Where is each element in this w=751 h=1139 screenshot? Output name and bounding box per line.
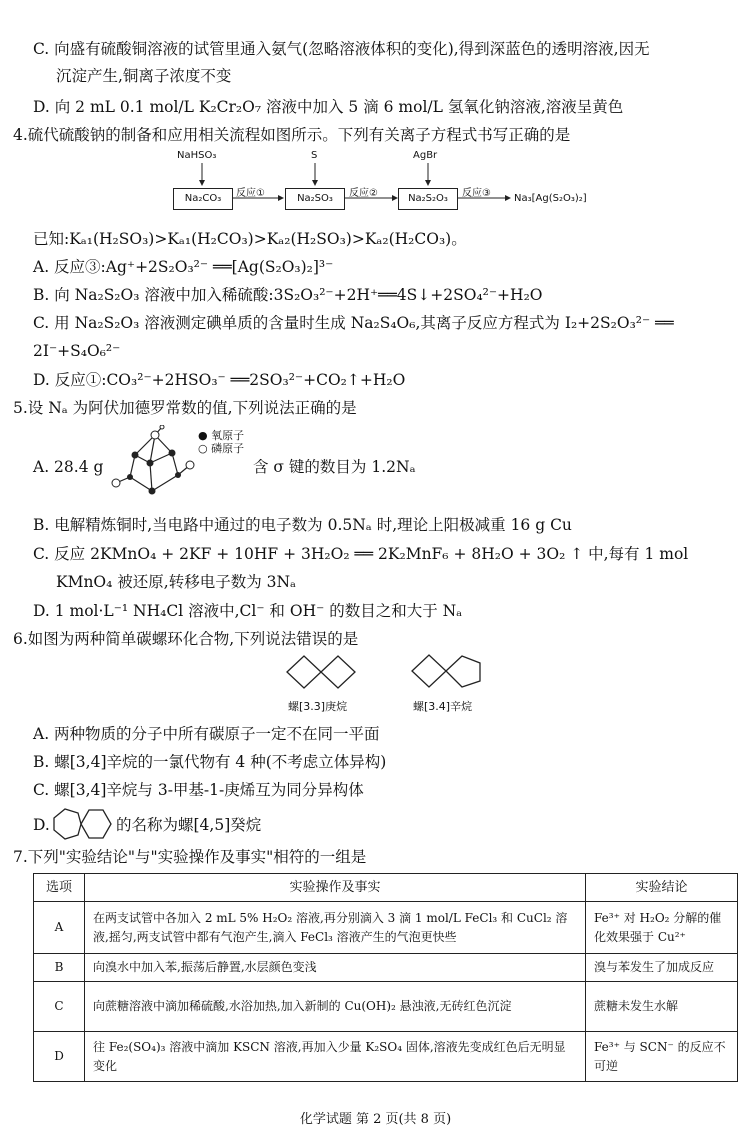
row-operation: 在两支试管中各加入 2 mL 5% H₂O₂ 溶液,再分别滴入 3 滴 1 mol/L FeCl₃ 和 CuCl₂ 溶液,摇匀,两支试管中都有气泡产生,滴入 FeCl₃ 溶液产生的气泡更快些 [85, 902, 586, 954]
spiro-decane-image [51, 806, 117, 842]
q5-option-a-pre: A. 28.4 g [33, 458, 104, 476]
page-footer: 化学试题 第 2 页(共 8 页) [299, 1112, 452, 1127]
table-row [34, 902, 738, 954]
q5-option-c-line1: C. 反应 2KMnO₄ + 2KF + 10HF + 3H₂O₂ ══ 2K₂MnF₆ + 8H₂O + 3O₂ ↑ 中,每有 1 mol [33, 545, 689, 563]
flow-reaction-1: 反应① [236, 188, 265, 199]
header-operation: 实验操作及事实 [85, 874, 586, 902]
header-conclusion: 实验结论 [586, 874, 738, 902]
question-6: 6.如图为两种简单碳螺环化合物,下列说法错误的是 [13, 630, 359, 648]
q4-option-b: B. 向 Na₂S₂O₃ 溶液中加入稀硫酸:3S₂O₃²⁻+2H⁺══4S↓+2SO₄²⁻+H₂O [33, 286, 543, 304]
flow-product: Na₃[Ag(S₂O₃)₂] [514, 193, 587, 204]
flow-reaction-2: 反应② [349, 188, 378, 199]
header-option: 选项 [34, 874, 85, 902]
row-operation: 向溴水中加入苯,振荡后静置,水层颜色变浅 [85, 954, 586, 982]
table-row [34, 982, 738, 1032]
question-7: 7.下列"实验结论"与"实验操作及事实"相符的一组是 [13, 848, 367, 866]
row-option: B [34, 954, 85, 982]
table-header-row [34, 874, 738, 902]
question-5: 5.设 Nₐ 为阿伏加德罗常数的值,下列说法正确的是 [13, 399, 357, 417]
q4-option-c-line2: 2I⁻+S₄O₆²⁻ [33, 342, 121, 360]
spiro-compounds-image [284, 654, 499, 704]
q3-option-c-line1: C. 向盛有硫酸铜溶液的试管里通入氨气(忽略溶液体积的变化),得到深蓝色的透明溶液,因无 [33, 40, 650, 58]
row-option: A [34, 902, 85, 954]
flow-box-1: Na₂CO₃ [173, 188, 233, 210]
question-4: 4.硫代硫酸钠的制备和应用相关流程如图所示。下列有关离子方程式书写正确的是 [13, 126, 571, 144]
q4-known: 已知:Kₐ₁(H₂SO₃)>Kₐ₁(H₂CO₃)>Kₐ₂(H₂SO₃)>Kₐ₂(H₂CO₃)。 [33, 230, 467, 248]
p4o6-molecule-image [110, 425, 200, 505]
q4-option-d: D. 反应①:CO₃²⁻+2HSO₃⁻ ══2SO₃²⁻+CO₂↑+H₂O [33, 371, 406, 389]
spiro-name-2: 螺[3.4]辛烷 [413, 700, 473, 713]
flow-box-2: Na₂SO₃ [285, 188, 345, 210]
q6-option-a: A. 两种物质的分子中所有碳原子一定不在同一平面 [33, 725, 380, 743]
row-conclusion: 蔗糖未发生水解 [586, 982, 738, 1032]
flow-diagram [165, 150, 605, 220]
flow-reagent-2: S [311, 150, 318, 161]
q7-table [33, 873, 738, 1082]
q6-option-b: B. 螺[3,4]辛烷的一氯代物有 4 种(不考虑立体异构) [33, 753, 387, 771]
row-conclusion: 溴与苯发生了加成反应 [586, 954, 738, 982]
table-row [34, 954, 738, 982]
spiro-name-1: 螺[3.3]庚烷 [288, 700, 348, 713]
row-conclusion: Fe³⁺ 与 SCN⁻ 的反应不可逆 [586, 1032, 738, 1082]
legend-oxygen: ● 氧原子 [198, 429, 245, 442]
row-conclusion: Fe³⁺ 对 H₂O₂ 分解的催化效果强于 Cu²⁺ [586, 902, 738, 954]
q5-option-b: B. 电解精炼铜时,当电路中通过的电子数为 0.5Nₐ 时,理论上阳极减重 16 g Cu [33, 516, 572, 534]
q6-option-d-pre: D. [33, 816, 50, 834]
row-option: D [34, 1032, 85, 1082]
legend-phosphorus: ○ 磷原子 [198, 442, 245, 455]
flow-reagent-1: NaHSO₃ [177, 150, 217, 161]
q3-option-d: D. 向 2 mL 0.1 mol/L K₂Cr₂O₇ 溶液中加入 5 滴 6 mol/L 氢氧化钠溶液,溶液呈黄色 [33, 98, 624, 116]
flow-reaction-3: 反应③ [462, 188, 491, 199]
row-operation: 向蔗糖溶液中滴加稀硫酸,水浴加热,加入新制的 Cu(OH)₂ 悬浊液,无砖红色沉淀 [85, 982, 586, 1032]
q4-option-c-line1: C. 用 Na₂S₂O₃ 溶液测定碘单质的含量时生成 Na₂S₄O₆,其离子反应方程式为 I₂+2S₂O₃²⁻ ══ [33, 314, 674, 332]
flow-box-3: Na₂S₂O₃ [398, 188, 458, 210]
q5-option-c-line2: KMnO₄ 被还原,转移电子数为 3Nₐ [56, 573, 297, 591]
q4-option-a: A. 反应③:Ag⁺+2S₂O₃²⁻ ══[Ag(S₂O₃)₂]³⁻ [33, 258, 334, 276]
flow-reagent-3: AgBr [413, 150, 438, 161]
q6-option-d-post: 的名称为螺[4,5]癸烷 [116, 816, 262, 834]
q3-option-c-line2: 沉淀产生,铜离子浓度不变 [56, 67, 232, 85]
q6-option-c: C. 螺[3,4]辛烷与 3-甲基-1-庚烯互为同分异构体 [33, 781, 364, 799]
q5-option-d: D. 1 mol·L⁻¹ NH₄Cl 溶液中,Cl⁻ 和 OH⁻ 的数目之和大于 Nₐ [33, 602, 463, 620]
row-option: C [34, 982, 85, 1032]
row-operation: 往 Fe₂(SO₄)₃ 溶液中滴加 KSCN 溶液,再加入少量 K₂SO₄ 固体,溶液先变成红色后无明显变化 [85, 1032, 586, 1082]
q5-option-a-post: 含 σ 键的数目为 1.2Nₐ [253, 458, 416, 476]
table-row [34, 1032, 738, 1082]
